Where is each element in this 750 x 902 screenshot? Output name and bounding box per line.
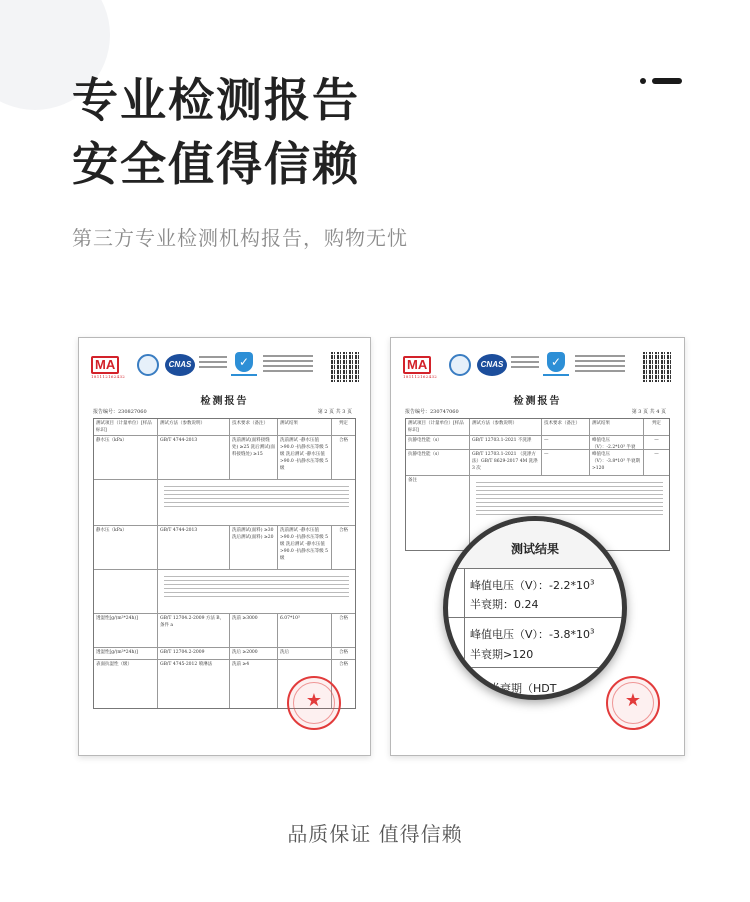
official-seal-icon: ★ <box>606 676 660 730</box>
table-cell: 洗后 <box>278 648 332 659</box>
table-cell: 透湿性[g/(m²*24h)] <box>94 614 158 647</box>
test-report-document-1 <box>78 337 371 756</box>
table-cell: GB/T 12704.2-2009 <box>158 648 230 659</box>
ilac-mra-logo-icon <box>449 354 471 376</box>
table-row <box>406 436 669 450</box>
logo-caption <box>511 356 539 371</box>
dash-decoration-icon <box>640 78 682 84</box>
report-title: 检测报告 <box>200 396 249 407</box>
table-header-cell: 测试结果 <box>278 419 332 435</box>
verified-shield-icon: ✓ <box>231 352 257 380</box>
table-cell: 合格 <box>339 528 348 533</box>
table-cell: 洗前 ≥3000 <box>230 614 278 647</box>
table-cell: GB/T 12704.2-2009 方法 B，条件 a <box>158 614 230 647</box>
certification-logos <box>91 352 361 380</box>
certification-logos <box>403 352 673 380</box>
table-row <box>94 614 355 648</box>
table-cell: 洗前 ≥4 <box>230 660 278 708</box>
table-cell: 洗前测试 -静水压值 >90.0 -抗静水压等级 5级 洗后测试 -静水压值 >90.0 -抗静水压等级 5级 <box>278 436 332 479</box>
magnifier-half-life-2: 半衰期>120 <box>470 648 534 661</box>
table-cell: 透湿性[g/(m²*24h)] <box>94 648 158 659</box>
magnifier-heading: 测试结果 <box>448 521 622 569</box>
magnifier-half-life-1: 半衰期：0.24 <box>470 598 539 611</box>
table-cell: 抗静电性能（s） <box>406 436 470 449</box>
hero-title <box>72 68 360 196</box>
magnifier-zoom <box>443 516 627 700</box>
table-cell: 洗前测试(面料) ≥30 洗后测试(面料) ≥20 <box>230 526 278 569</box>
cnas-logo-icon: CNAS <box>477 354 507 376</box>
table-header-cell: 测试方法（参数说明） <box>470 419 542 435</box>
table-header-cell: 测试方法（参数说明） <box>158 419 230 435</box>
table-cell: 6.07*10³ <box>278 614 332 647</box>
table-row <box>406 450 669 476</box>
table-cell: 静水压（kPa） <box>94 526 158 569</box>
table-cell: 表面抗湿性（级） <box>94 660 158 708</box>
table-header-row <box>94 419 355 436</box>
logo-caption <box>199 356 227 371</box>
hero-subtitle: 第三方专业检测机构报告，购物无忧 <box>72 226 408 250</box>
magnifier-peak-voltage-1: 峰值电压（V）：$-2.2*10^3$ <box>470 578 595 592</box>
cma-logo-icon: MA 181112162432 <box>91 357 126 379</box>
table-cell: — <box>542 450 590 475</box>
table-header-cell: 判定 <box>339 421 348 426</box>
table-cell: 洗后 ≥2000 <box>230 648 278 659</box>
report-page: 第 2 页 共 3 页 <box>317 409 352 415</box>
official-seal-icon: ★ <box>287 676 341 730</box>
table-cell: 合格 <box>339 616 348 621</box>
table-header-cell: 测试项目（计量单位）[样品标识] <box>406 419 470 435</box>
table-header-row <box>406 419 669 436</box>
qr-code-icon <box>331 352 361 382</box>
table-cell: 抗静电性能（s） <box>406 450 470 475</box>
report-number: 报告编号：230827060 <box>93 409 147 415</box>
report-number: 报告编号：230747060 <box>405 409 459 415</box>
hero-title-line2: 安全值得信赖 <box>72 137 360 191</box>
magnifier-partial-text: 当半衰期（HDT <box>478 682 557 695</box>
table-cell: — <box>654 438 659 443</box>
table-note-row <box>94 570 355 614</box>
qr-code-icon <box>643 352 673 382</box>
table-cell: GB/T 4745-2012 喷淋法 <box>158 660 230 708</box>
table-cell: 峰值电压（V）：-2.2*10³ 半衰 <box>590 436 644 449</box>
table-row <box>94 436 355 480</box>
report-title: 检测报告 <box>513 396 562 407</box>
verified-shield-icon: ✓ <box>543 352 569 380</box>
table-cell: 洗前测试 -静水压值 >90.0 -抗静水压等级 5级 洗后测试 -静水压值 >90.0 -抗静水压等级 5级 <box>278 526 332 569</box>
report-table <box>93 418 356 709</box>
table-header-cell: 技术要求（备注） <box>542 419 590 435</box>
magnifier-peak-voltage-2: 峰值电压（V）：$-3.8*10^3$ <box>470 627 595 641</box>
table-cell: 合格 <box>339 662 348 667</box>
table-note-row <box>94 480 355 526</box>
lab-info-text <box>575 355 625 375</box>
ilac-mra-logo-icon <box>137 354 159 376</box>
table-cell: GB/T 12703.1-2021 不洗涤 <box>470 436 542 449</box>
table-cell: 洗前测试(面料接缝处) ≥25 洗后测试(面料接缝处) ≥15 <box>230 436 278 479</box>
table-row <box>94 648 355 660</box>
table-cell: 峰值电压（V）：-3.8*10³ 半衰期>120 <box>590 450 644 475</box>
table-header-cell: 判定 <box>652 421 661 426</box>
table-cell: GB/T 4744-2013 <box>158 526 230 569</box>
table-cell: GB/T 12703.1-2021 （洗涤方法）GB/T 8629-2017 4M 洗涤 3 次 <box>470 450 542 475</box>
table-cell: 合格 <box>339 438 348 443</box>
table-cell: 备注 <box>406 476 470 550</box>
footer-slogan: 品质保证 值得信赖 <box>287 822 463 846</box>
table-header-cell: 测试项目（计量单位）[样品标识] <box>94 419 158 435</box>
table-header-cell: 技术要求（备注） <box>230 419 278 435</box>
cnas-logo-icon: CNAS <box>165 354 195 376</box>
table-header-cell: 测试结果 <box>590 419 644 435</box>
table-cell: GB/T 4744-2013 <box>158 436 230 479</box>
table-cell: — <box>654 452 659 457</box>
report-page: 第 3 页 共 4 页 <box>631 409 666 415</box>
test-report-document-2 <box>390 337 685 756</box>
cma-logo-icon: MA 181112162432 <box>403 357 438 379</box>
hero-title-line1: 专业检测报告 <box>72 73 360 127</box>
table-cell: 合格 <box>339 650 348 655</box>
table-cell: 静水压（kPa） <box>94 436 158 479</box>
lab-info-text <box>263 355 313 375</box>
table-cell: — <box>542 436 590 449</box>
table-row <box>94 526 355 570</box>
